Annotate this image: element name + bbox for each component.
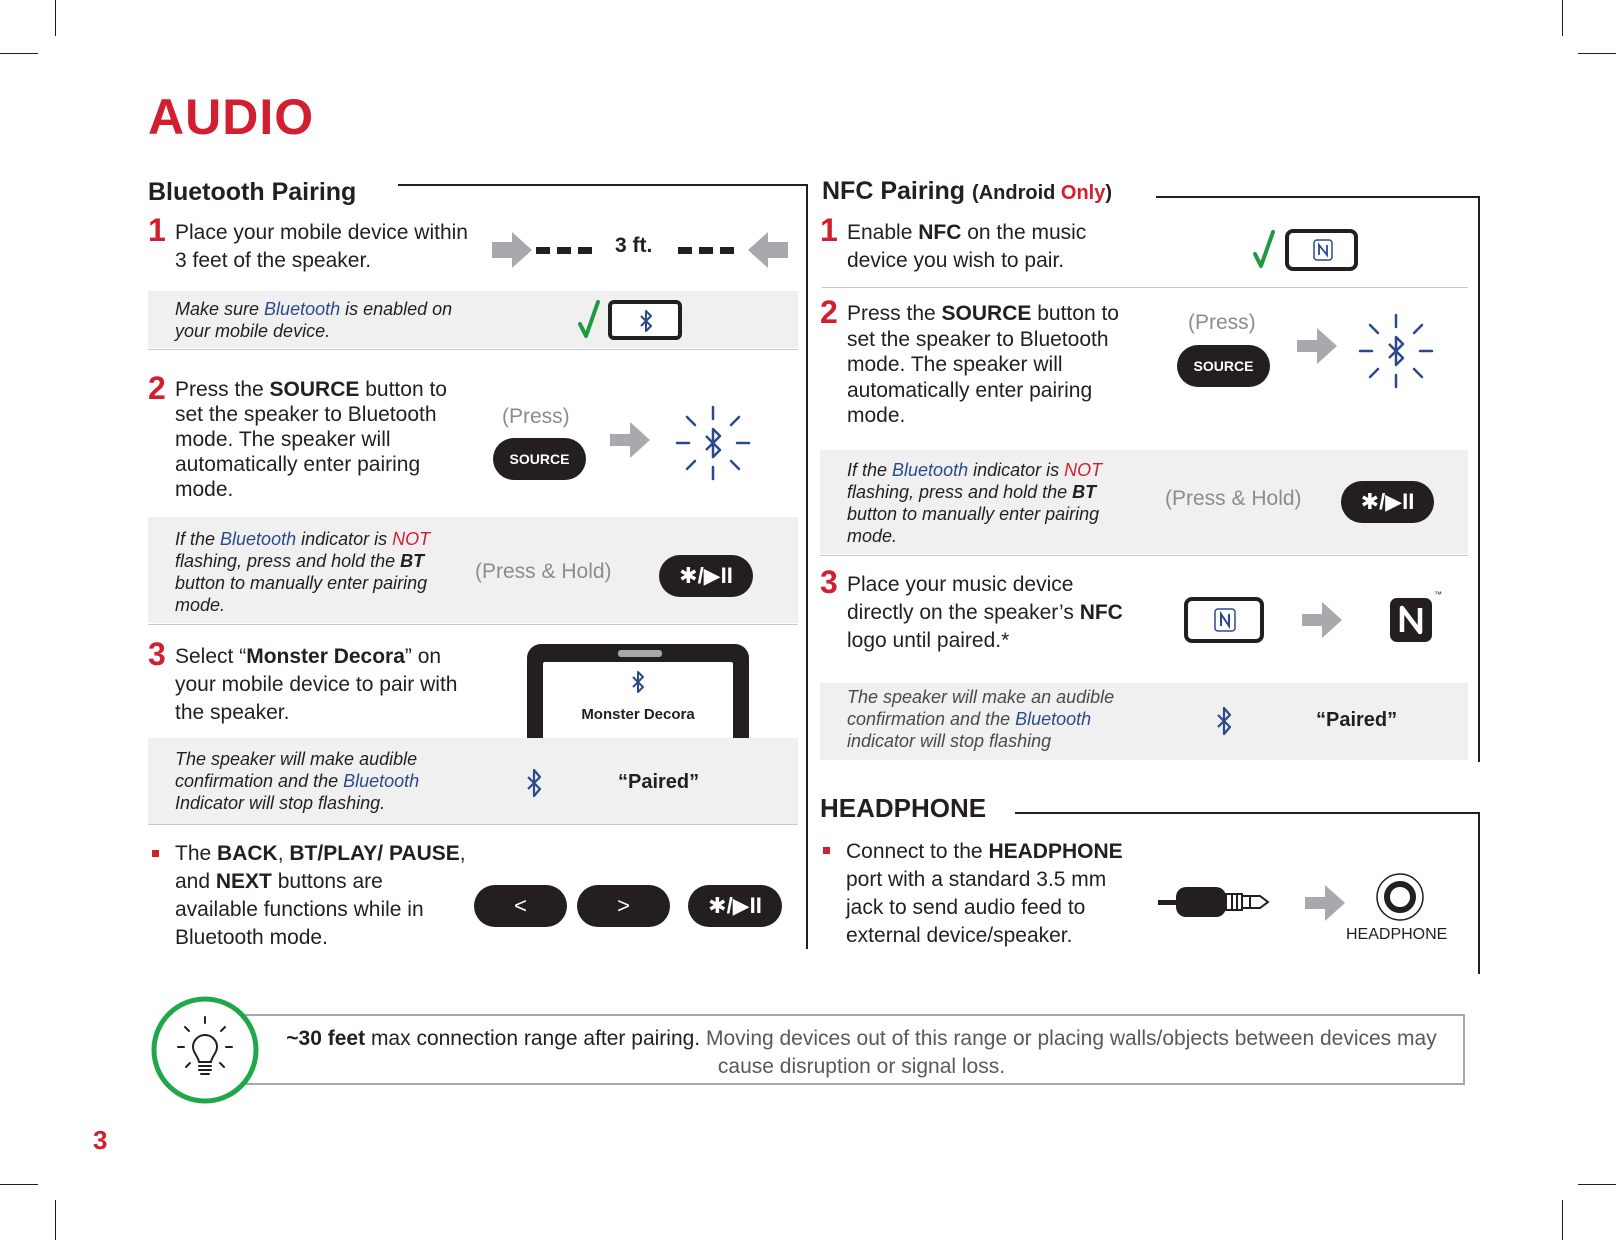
crop-mark <box>0 53 38 54</box>
step-number: 1 <box>148 212 166 248</box>
phone-illustration <box>527 644 749 744</box>
arrow-right-icon <box>1305 883 1347 923</box>
nfc-icon <box>1214 608 1236 632</box>
bullet-text: The BACK, BT/PLAY/ PAUSE, and NEXT buttons are available functions while in Bluetooth mode. <box>175 842 466 949</box>
back-button[interactable]: < <box>474 885 567 927</box>
section-rule <box>1478 812 1480 974</box>
bluetooth-icon <box>639 310 653 332</box>
crop-mark <box>1578 53 1616 54</box>
source-button[interactable]: SOURCE <box>493 438 586 480</box>
bluetooth-icon <box>526 768 542 798</box>
divider <box>148 824 798 825</box>
lightbulb-icon <box>150 995 260 1105</box>
section-rule <box>806 184 808 949</box>
bluetooth-icon <box>631 670 645 694</box>
nfc-icon <box>1313 239 1333 261</box>
crop-mark <box>0 1184 38 1185</box>
step-number: 1 <box>820 212 838 248</box>
step-number: 3 <box>148 636 166 672</box>
phone-bluetooth-icon <box>608 300 682 340</box>
divider <box>820 555 1468 556</box>
headphone-port-label: HEADPHONE <box>1346 926 1448 943</box>
divider <box>148 624 798 625</box>
paired-label: “Paired” <box>1316 709 1398 731</box>
nfc-logo-icon <box>1389 597 1433 643</box>
device-name[interactable]: Monster Decora <box>581 706 695 723</box>
arrow-right-icon <box>1302 600 1344 640</box>
arrow-right-icon <box>1297 326 1339 366</box>
bullet-marker <box>823 847 830 854</box>
page-number: 3 <box>93 1125 108 1155</box>
step-text: Place your music device directly on the speaker’s NFC logo until paired.* <box>847 573 1123 652</box>
step-number: 2 <box>148 370 166 406</box>
nfc-heading-note: (Android Only) <box>972 182 1113 204</box>
crop-mark <box>1562 0 1563 36</box>
arrow-right-icon <box>610 420 652 460</box>
bullet-marker <box>152 850 159 857</box>
phone-nfc-icon <box>1285 229 1358 271</box>
trademark-mark: ™ <box>1434 590 1442 599</box>
page-title: AUDIO <box>148 89 315 145</box>
crop-mark <box>55 0 56 36</box>
bluetooth-flashing-icon <box>675 405 751 481</box>
note-text: Make sure Bluetooth is enabled on your mobile device. <box>175 299 453 341</box>
check-icon <box>578 300 600 340</box>
bluetooth-icon <box>1216 706 1232 736</box>
bt-play-pause-button[interactable]: ✱/▶II <box>659 555 753 597</box>
arrow-left-icon <box>748 232 788 268</box>
press-label: (Press) <box>502 405 570 428</box>
headphone-heading: HEADPHONE <box>820 793 987 823</box>
note-text: The speaker will make audible confirmation and the Bluetooth Indicator will stop flashing. <box>175 749 420 813</box>
crop-mark <box>1578 1184 1616 1185</box>
paired-label: “Paired” <box>618 771 700 793</box>
bluetooth-heading: Bluetooth Pairing <box>148 178 357 206</box>
step-number: 2 <box>820 294 838 330</box>
section-rule <box>398 184 808 186</box>
step-text: Place your mobile device within 3 feet of the speaker. <box>175 221 468 272</box>
crop-mark <box>1562 1200 1563 1240</box>
bluetooth-flashing-icon <box>1358 313 1434 389</box>
section-rule <box>1015 812 1480 814</box>
distance-label: 3 ft. <box>615 234 653 257</box>
note-text: If the Bluetooth indicator is NOT flashing, press and hold the BT button to manually enter pairing mode. <box>175 529 431 615</box>
step-number: 3 <box>820 564 838 600</box>
press-hold-label: (Press & Hold) <box>475 560 612 583</box>
bt-play-pause-button[interactable]: ✱/▶II <box>688 885 782 927</box>
crop-mark <box>55 1200 56 1240</box>
tip-text: ~30 feet max connection range after pairing. Moving devices out of this range or placing walls/objects between devices may cause disruption or signal loss. <box>286 1027 1437 1078</box>
source-button[interactable]: SOURCE <box>1177 345 1270 387</box>
next-button[interactable]: > <box>577 885 670 927</box>
press-label: (Press) <box>1188 311 1256 334</box>
press-hold-label: (Press & Hold) <box>1165 487 1302 510</box>
bullet-text: Connect to the HEADPHONE port with a standard 3.5 mm jack to send audio feed to external device/speaker. <box>846 840 1123 947</box>
step-text: Press the SOURCE button to set the speaker to Bluetooth mode. The speaker will automatically enter pairing mode. <box>175 378 447 501</box>
phone-screen <box>543 662 733 744</box>
bt-play-pause-button[interactable]: ✱/▶II <box>1341 481 1434 523</box>
section-rule <box>1478 196 1480 762</box>
divider <box>822 287 1468 288</box>
note-text: If the Bluetooth indicator is NOT flashing, press and hold the BT button to manually enter pairing mode. <box>847 460 1103 546</box>
headphone-port-icon <box>1375 872 1425 922</box>
step-text: Press the SOURCE button to set the speaker to Bluetooth mode. The speaker will automatically enter pairing mode. <box>847 302 1119 427</box>
divider <box>148 349 798 350</box>
step-text: Enable NFC on the music device you wish to pair. <box>847 221 1087 272</box>
note-text: The speaker will make an audible confirmation and the Bluetooth indicator will stop flashing <box>847 687 1115 751</box>
phone-nfc-icon <box>1184 597 1264 643</box>
headphone-jack-icon <box>1158 884 1288 920</box>
section-rule <box>1156 196 1480 198</box>
nfc-heading: NFC Pairing (Android Only) <box>822 177 1113 205</box>
arrow-right-icon <box>492 232 532 268</box>
phone-speaker-slot <box>618 650 662 657</box>
check-icon <box>1253 230 1275 270</box>
step-text: Select “Monster Decora” on your mobile device to pair with the speaker. <box>175 645 458 724</box>
